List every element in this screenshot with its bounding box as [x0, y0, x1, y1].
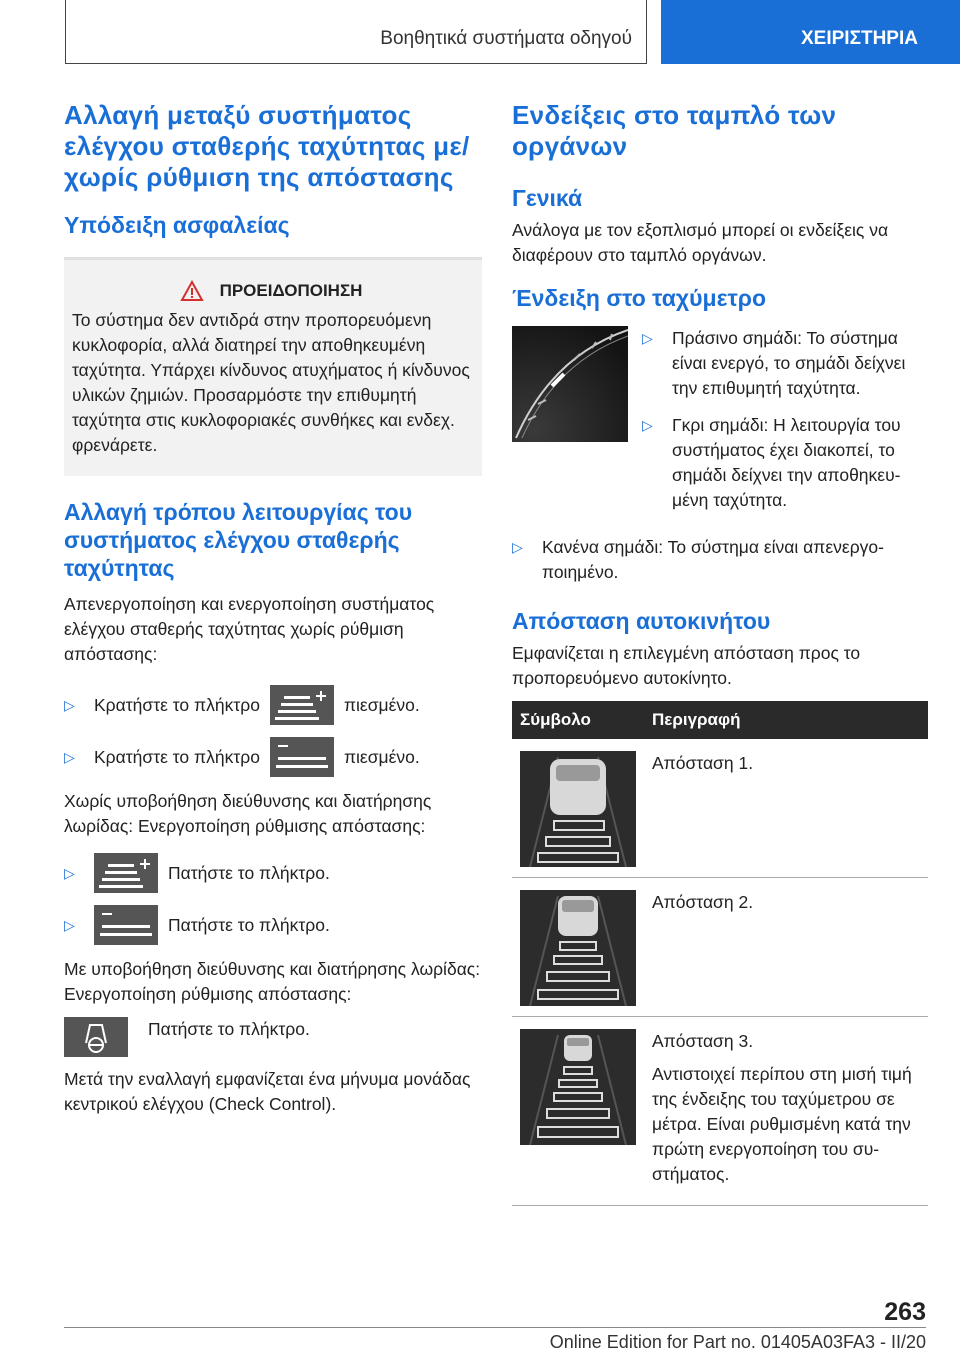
speedometer-list — [642, 326, 930, 525]
distance-3-car-image — [520, 1029, 636, 1145]
distance-minus-button-icon — [94, 905, 158, 945]
none-mark-list — [512, 535, 930, 585]
distance-table — [512, 701, 928, 1206]
heading-vehicle-distance: Απόσταση αυτοκινήτου — [512, 608, 771, 634]
triangle-bullet-icon: ▷ — [64, 749, 75, 765]
triangle-bullet-icon: ▷ — [642, 417, 653, 433]
section-heading-switch: Αλλαγή μεταξύ συστήματος ελέγχου σταθερής ταχύτητας με/χωρίς ρύθμιση της απόστασης — [64, 100, 470, 192]
section-heading-displays: Ενδείξεις στο ταμπλό των οργάνων — [512, 100, 837, 161]
distance-plus-button-icon — [94, 853, 158, 893]
list-item: ▷ Γκρι σημάδι: Η λειτουργία του συστήματος έχει διακοπεί, το σημάδι δείχνει την αποθηκευμένη ταχύτητα. — [642, 415, 901, 510]
triangle-bullet-icon: ▷ — [642, 330, 653, 346]
warning-header — [72, 280, 470, 302]
list-item: ▷ Κρατήστε το πλήκτρο πιεσμένο. — [64, 685, 482, 725]
paragraph-with-lane-assist: Με υποβοήθηση διεύθυνσης και διατήρησης λωρίδας: Ενεργοποίηση ρύθμισης απόστασης: — [64, 959, 481, 1004]
list-item: ▷ Κρατήστε το πλήκτρο πιεσμένο. — [64, 737, 482, 777]
list-item: ▷ Κανένα σημάδι: Το σύστημα είναι απενεργοποιημένο. — [512, 537, 884, 582]
list-item: ▷ Πατήστε το πλήκτρο. — [64, 853, 482, 893]
paragraph-distance: Εμφανίζεται η επιλεγμένη απόσταση προς το προπορευόμενο αυτοκίνητο. — [512, 643, 861, 688]
triangle-bullet-icon: ▷ — [64, 697, 75, 713]
warning-text: Το σύστημα δεν αντιδρά στην προπορευόμενη κυκλοφορία, αλλά διατηρεί την αποθηκευμένη ταχύτητα. Υπάρχει κίνδυνος ατυχήματος ή κίνδυνος υλικών ζημιών. Προσαρμόστε την επιθυμητή ταχύτητα στις κυκλοφοριακές συνθήκες και ενδεχ. φρενάρετε. — [72, 310, 470, 455]
steering-assist-row: Πατήστε το πλήκτρο. — [64, 1017, 482, 1057]
column-header-symbol: Σύμβολο — [512, 701, 644, 739]
column-header-description: Περιγραφή — [644, 701, 928, 739]
speedometer-row — [512, 326, 930, 525]
header-title-box — [65, 0, 647, 64]
header-title: Βοηθητικά συστήματα οδηγού — [380, 28, 632, 49]
chapter-tab: ΧΕΙΡΙΣΤΗΡΙΑ — [661, 0, 960, 64]
speedometer-image — [512, 326, 628, 442]
warning-box — [64, 257, 482, 476]
list-item: ▷ Πράσινο σημάδι: Το σύστημα είναι ενεργό, το σημάδι δείχνει την επιθυμητή ταχύτητα. — [642, 328, 906, 398]
table-row: Απόσταση 3. Αντιστοιχεί περίπου στη μισή τιμή της ένδειξης του ταχύμετρου σε μέτρα. Είναι ρυθμισμένη κατά την πρώτη ενεργοποίηση του συστήματος. — [512, 1017, 928, 1206]
triangle-bullet-icon: ▷ — [512, 539, 523, 555]
right-column — [512, 100, 930, 1206]
distance-minus-button-icon — [270, 737, 334, 777]
distance-plus-button-icon — [270, 685, 334, 725]
heading-safety: Υπόδειξη ασφαλείας — [64, 212, 290, 238]
paragraph-without-distance: Απενεργοποίηση και ενεργοποίηση συστήματος ελέγχου σταθερής ταχύτητας χωρίς ρύθμιση απόστασης: — [64, 594, 435, 664]
footer-divider — [64, 1327, 926, 1328]
distance-1-car-image — [520, 751, 636, 867]
hold-list — [64, 685, 482, 777]
table-row: Απόσταση 2. — [512, 878, 928, 1017]
paragraph-general: Ανάλογα με τον εξοπλισμό μπορεί οι ενδείξεις να διαφέρουν στο ταμπλό οργάνων. — [512, 220, 889, 265]
distance-2-car-image — [520, 890, 636, 1006]
page-header — [0, 0, 960, 64]
edition-note: Online Edition for Part no. 01405A03FA3 - II/20 — [549, 1332, 926, 1352]
table-header-row — [512, 701, 928, 739]
list-item: ▷ Πατήστε το πλήκτρο. — [64, 905, 482, 945]
warning-triangle-icon — [180, 280, 204, 302]
paragraph-no-lane-assist: Χωρίς υποβοήθηση διεύθυνσης και διατήρησης λωρίδας: Ενεργοποίηση ρύθμισης απόστασης: — [64, 791, 432, 836]
heading-speedometer: Ένδειξη στο ταχύμετρο — [512, 285, 767, 311]
paragraph-check-control: Μετά την εναλλαγή εμφανίζεται ένα μήνυμα μονάδας κεντρικού ελέγχου (Check Control). — [64, 1069, 471, 1114]
table-row: Απόσταση 1. — [512, 739, 928, 878]
heading-general: Γενικά — [512, 185, 583, 211]
page-number: 263 — [884, 1298, 926, 1326]
triangle-bullet-icon: ▷ — [64, 917, 75, 933]
steering-assist-button-icon — [64, 1017, 128, 1057]
left-column — [64, 100, 482, 1127]
warning-title: ΠΡΟΕΙΔΟΠΟΙΗΣΗ — [219, 281, 363, 300]
triangle-bullet-icon: ▷ — [64, 865, 75, 881]
press-list — [64, 853, 482, 945]
heading-mode-change: Αλλαγή τρόπου λειτουργίας του συστήματος ελέγχου σταθερής ταχύτητας — [64, 499, 413, 581]
